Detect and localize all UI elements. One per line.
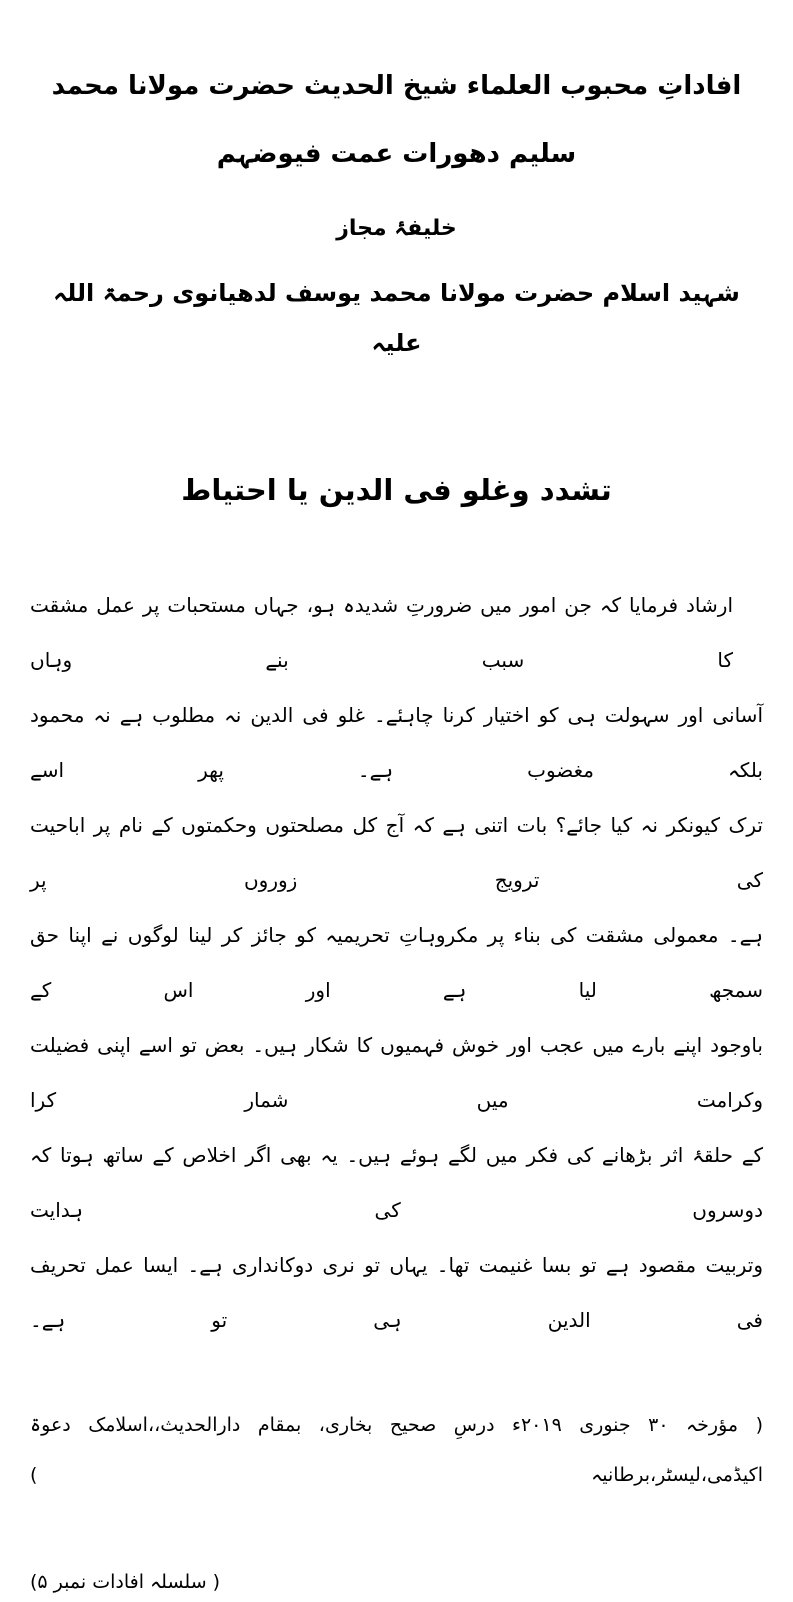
document-title: افاداتِ محبوب العلماء شیخ الحدیث حضرت مولانا محمد سلیم دھورات عمت فیوضہم [51,71,742,169]
designation-line: خلیفۂ مجاز [336,216,457,241]
article-body [30,578,763,1348]
body-line: ہے۔ معمولی مشقت کی بناء پر مکروہاتِ تحریمیہ کو جائز کر لینا لوگوں نے اپنا حق سمجھ لیا ہے اور اس کے [30,923,763,1002]
series-note: ( سلسلہ افادات نمبر ۵) [30,1571,221,1593]
article-heading: تشدد وغلو فی الدین یا احتیاط [181,473,612,507]
document-header [30,52,763,368]
document-main [30,460,763,1602]
attribution-line: شہید اسلام حضرت مولانا محمد یوسف لدھیانوی رحمۃ اللہ علیہ [53,279,740,357]
body-line: ارشاد فرمایا کہ جن امور میں ضرورتِ شدیدہ ہو، جہاں مستحبات پر عمل مشقت کا سبب بنے وہاں [30,593,733,672]
body-line: باوجود اپنے بارے میں عجب اور خوش فہمیوں کا شکار ہیں۔ بعض تو اسے اپنی فضیلت وکرامت میں شمار کرا [30,1033,763,1112]
body-line: کے حلقۂ اثر بڑھانے کی فکر میں لگے ہوئے ہیں۔ یہ بھی اگر اخلاص کے ساتھ ہوتا کہ دوسروں کی ہدایت [30,1143,763,1222]
body-line: وتربیت مقصود ہے تو بسا غنیمت تھا۔ یہاں تو نری دوکانداری ہے۔ ایسا عمل تحریف فی الدین ہی تو ہے۔ [30,1253,763,1332]
citation-line: ( مؤرخہ ۳۰ جنوری ۲۰۱۹ء درسِ صحیح بخاری، بمقام دارالحدیث،،اسلامک دعوۃ اکیڈمی،لیسٹر،برطانیہ ) [30,1414,763,1486]
body-line: آسانی اور سہولت ہی کو اختیار کرنا چاہئے۔ غلو فی الدین نہ مطلوب ہے نہ محمود بلکہ مغضوب ہے۔ پھر اسے [30,703,763,782]
body-line: ترک کیونکر نہ کیا جائے؟ بات اتنی ہے کہ آج کل مصلحتوں وحکمتوں کے نام پر اباحیت کی ترویج زوروں پر [30,813,763,892]
